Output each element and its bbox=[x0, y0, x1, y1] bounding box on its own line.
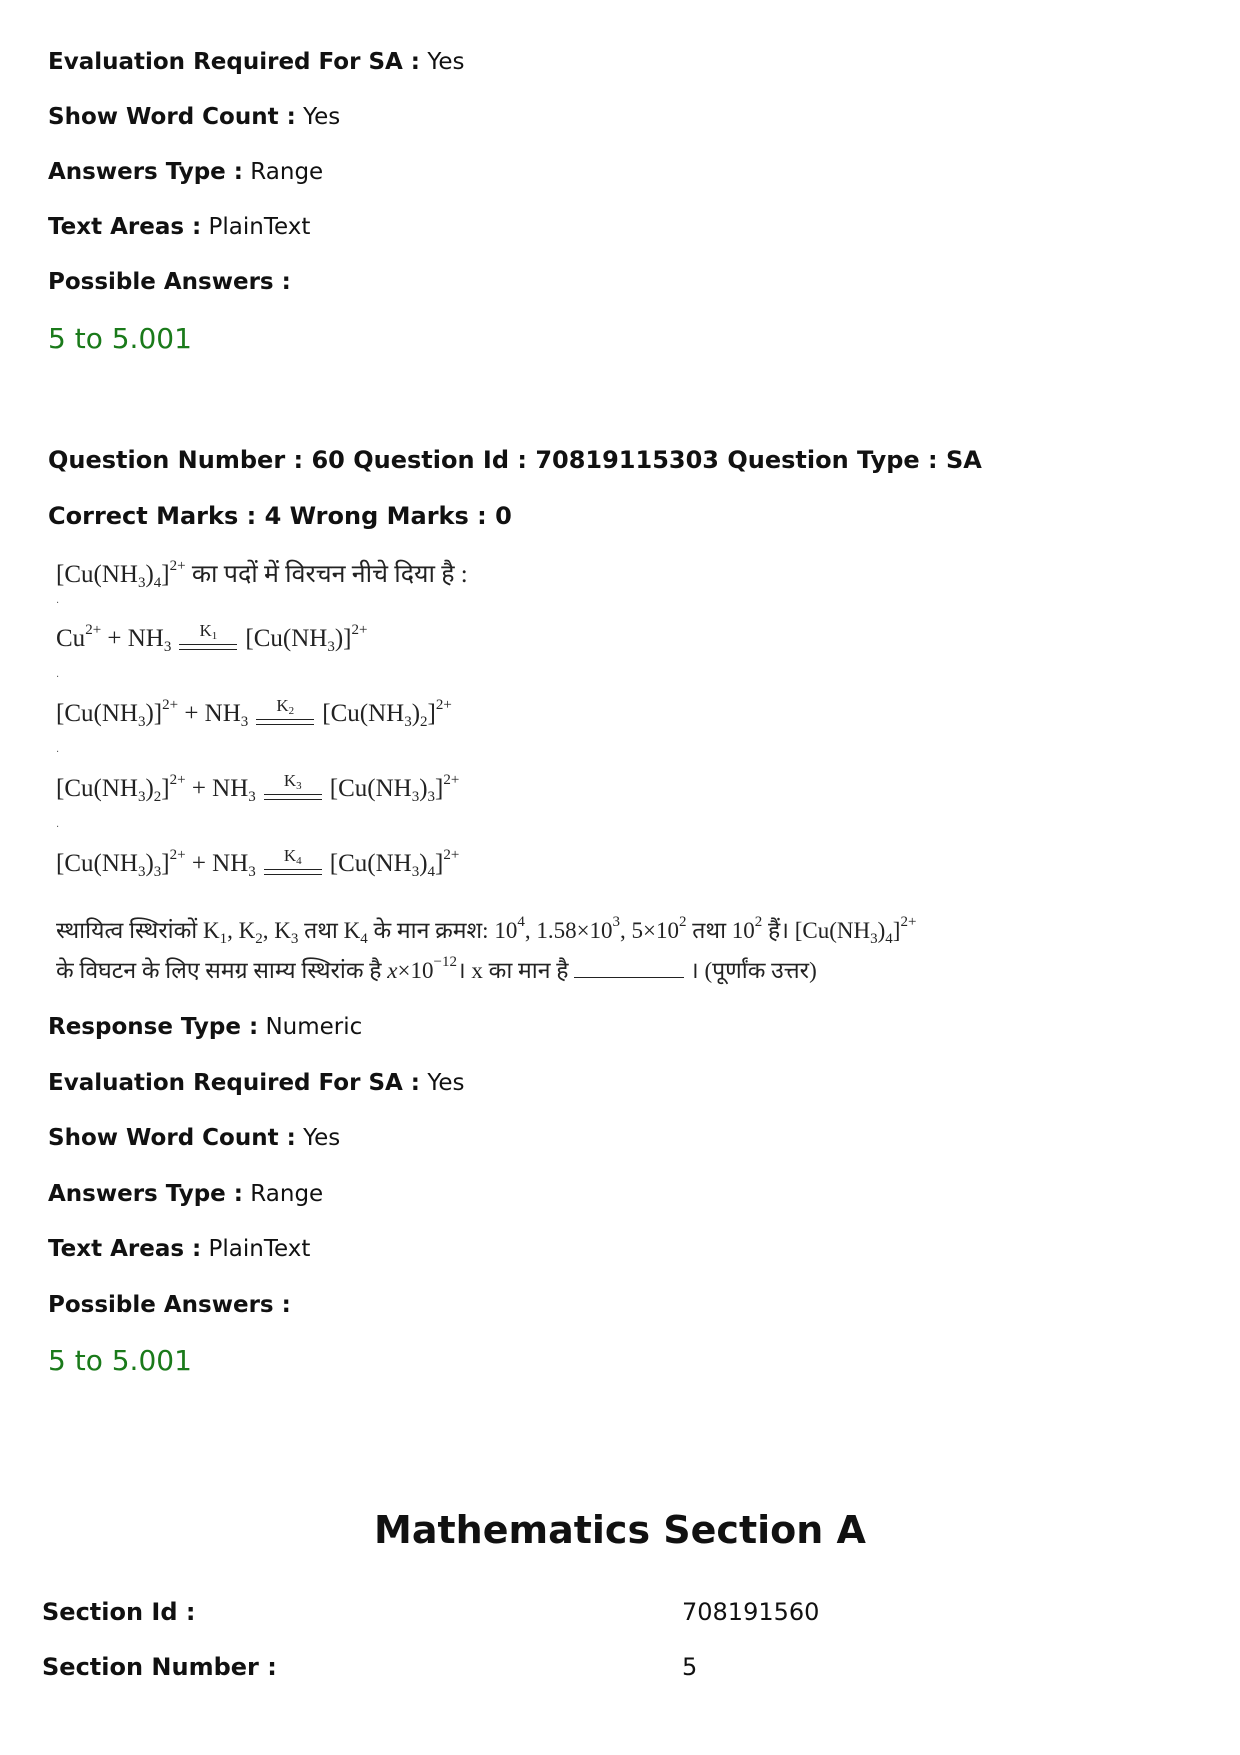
equilibrium-arrow: $K_2$ bbox=[256, 702, 314, 728]
meta-value: Yes bbox=[427, 49, 465, 75]
meta-row bbox=[48, 212, 310, 242]
meta-value: Yes bbox=[303, 104, 341, 130]
dot-marker: · bbox=[56, 747, 60, 758]
dot-marker: · bbox=[56, 822, 60, 833]
question-marks: Correct Marks : 4 Wrong Marks : 0 bbox=[48, 502, 512, 530]
meta-label: Show Word Count : bbox=[48, 104, 296, 130]
meta-row bbox=[48, 1234, 310, 1264]
possible-answer: 5 to 5.001 bbox=[48, 1344, 192, 1377]
meta-row bbox=[48, 1068, 464, 1098]
question-text-line1: स्थायित्व स्थिरांकों $K_1$, $K_2$, $K_3$ तथा $K_4$ के मान क्रमश: $10^4$, $1.58\times 10^3$, $5\times 10^2$ तथा $10^2$ हैं। $[Cu(NH_3)_4]^{2+}$ bbox=[56, 914, 917, 947]
meta-row bbox=[48, 1123, 340, 1153]
meta-label: Show Word Count : bbox=[48, 1125, 296, 1151]
meta-label: Answers Type : bbox=[48, 159, 243, 185]
dot-marker: · bbox=[56, 672, 60, 683]
meta-label: Answers Type : bbox=[48, 1181, 243, 1207]
equilibrium-arrow: $K_4$ bbox=[264, 852, 322, 878]
meta-label: Text Areas : bbox=[48, 214, 202, 240]
section-id-label: Section Id : bbox=[42, 1598, 196, 1626]
equilibrium-arrow: $K_3$ bbox=[264, 777, 322, 803]
intro-text: का पदों में विरचन नीचे दिया है : bbox=[191, 561, 468, 588]
question-intro: $[Cu(NH_3)_4]^{2+}$ का पदों में विरचन नीचे दिया है : bbox=[56, 558, 468, 591]
meta-value: Range bbox=[250, 1181, 324, 1207]
meta-label: Text Areas : bbox=[48, 1236, 202, 1262]
meta-value: Range bbox=[250, 159, 324, 185]
section-number-value: 5 bbox=[682, 1653, 698, 1681]
section-title: Mathematics Section A bbox=[374, 1508, 866, 1552]
equilibrium-arrow: $K_1$ bbox=[179, 627, 237, 653]
equation-4: $[Cu(NH_3)_3]^{2+} + NH_3$ $K_4$ $[Cu(NH_3)_4]^{2+}$ bbox=[56, 846, 460, 880]
meta-value: Yes bbox=[303, 1125, 341, 1151]
meta-row bbox=[48, 267, 291, 297]
equation-3: $[Cu(NH_3)_2]^{2+} + NH_3$ $K_3$ $[Cu(NH_3)_3]^{2+}$ bbox=[56, 771, 460, 805]
meta-row bbox=[48, 157, 323, 187]
meta-row bbox=[48, 102, 340, 132]
meta-label: Possible Answers : bbox=[48, 269, 291, 295]
meta-value: Yes bbox=[427, 1070, 465, 1096]
answer-blank bbox=[574, 977, 684, 978]
meta-label: Evaluation Required For SA : bbox=[48, 1070, 421, 1096]
dot-marker: · bbox=[56, 598, 60, 609]
question-text-line2: के विघटन के लिए समग्र साम्य स्थिरांक है $x\times 10^{-12}।$ x का मान है । (पूर्णांक उत्तर) bbox=[56, 954, 817, 983]
meta-value: Numeric bbox=[265, 1014, 363, 1040]
section-id-value: 708191560 bbox=[682, 1598, 820, 1626]
meta-label: Possible Answers : bbox=[48, 1292, 291, 1318]
meta-label: Response Type : bbox=[48, 1014, 259, 1040]
meta-row bbox=[48, 47, 464, 77]
meta-value: PlainText bbox=[208, 1236, 311, 1262]
meta-row bbox=[48, 1012, 362, 1042]
possible-answer: 5 to 5.001 bbox=[48, 322, 192, 355]
section-number-label: Section Number : bbox=[42, 1653, 277, 1681]
meta-value: PlainText bbox=[208, 214, 311, 240]
equation-2: $[Cu(NH_3)]^{2+} + NH_3$ $K_2$ $[Cu(NH_3)_2]^{2+}$ bbox=[56, 696, 452, 730]
equation-1: $Cu^{2+} + NH_3$ $K_1$ $[Cu(NH_3)]^{2+}$ bbox=[56, 621, 368, 655]
question-header: Question Number : 60 Question Id : 70819115303 Question Type : SA bbox=[48, 446, 982, 474]
meta-label: Evaluation Required For SA : bbox=[48, 49, 421, 75]
meta-row bbox=[48, 1290, 291, 1320]
meta-row bbox=[48, 1179, 323, 1209]
